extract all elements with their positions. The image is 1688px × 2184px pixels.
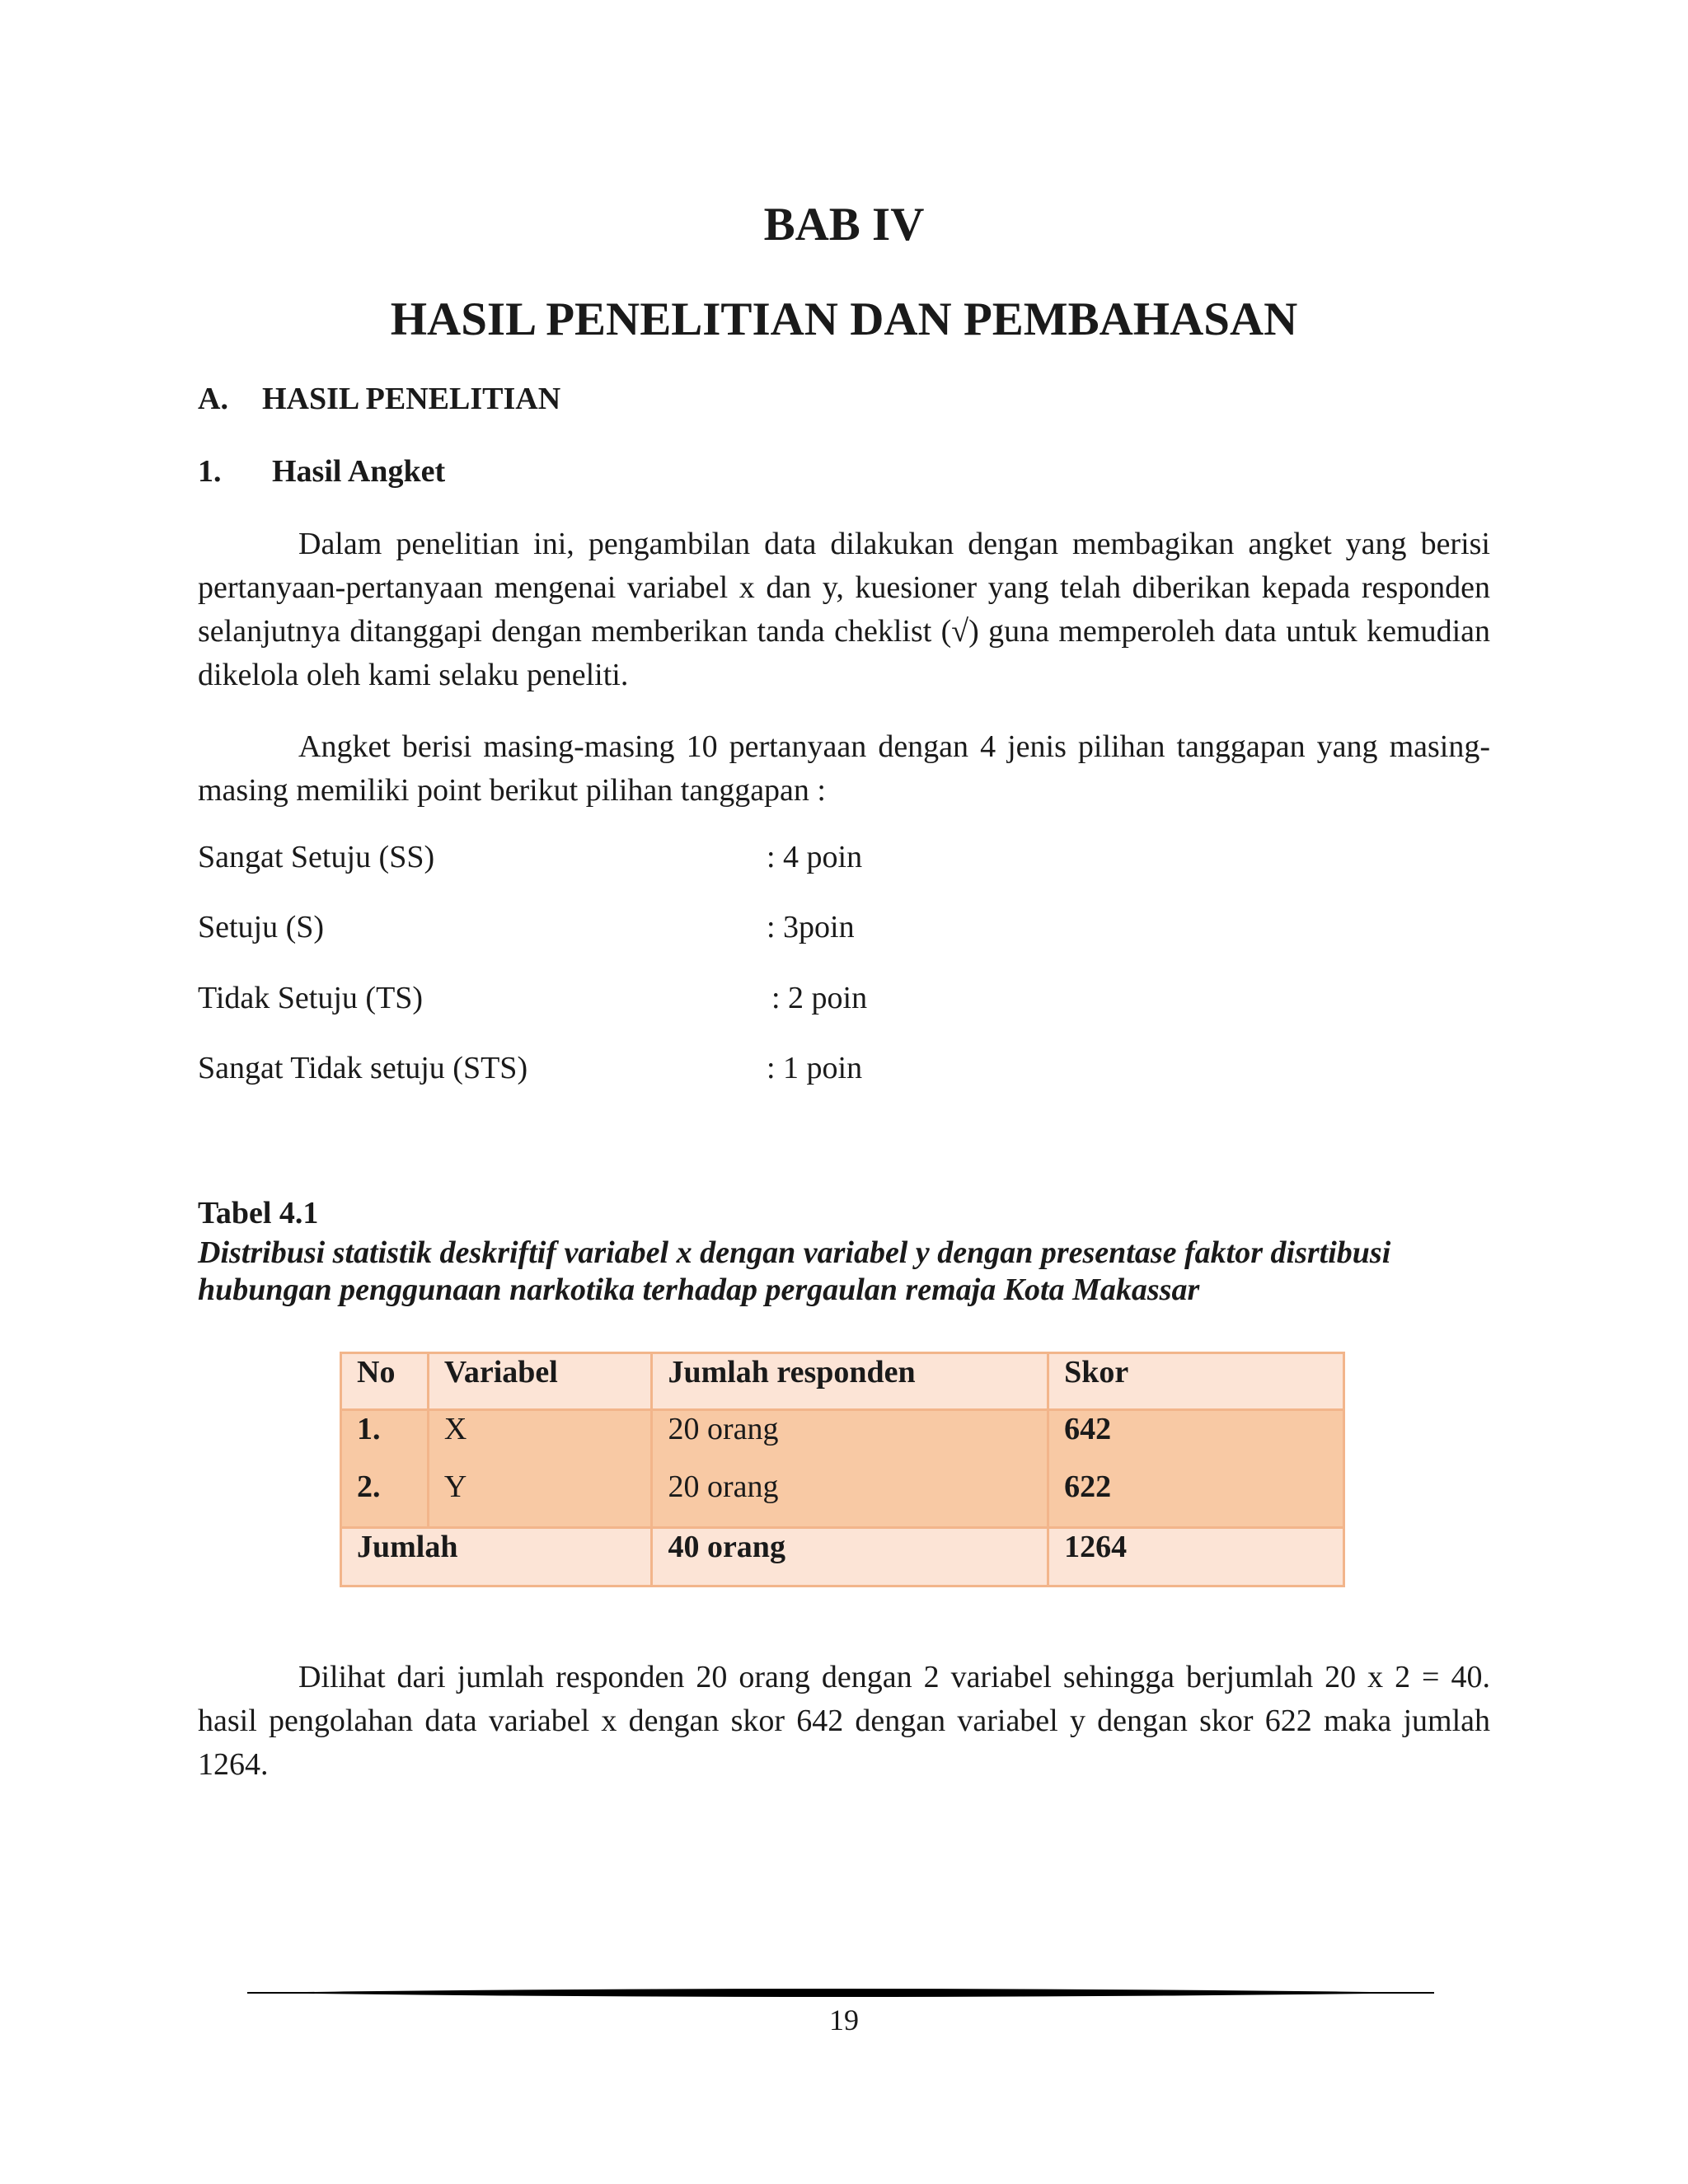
option-value: : 1 poin [767, 1051, 863, 1085]
option-value: : 4 poin [767, 840, 863, 874]
header-no: No [341, 1353, 429, 1410]
subsection-heading [198, 453, 940, 494]
chapter-number: BAB IV [763, 199, 925, 251]
cell-variabel [428, 1410, 652, 1528]
option-ss [198, 839, 863, 875]
cell-jumlah [652, 1410, 1048, 1528]
page-number: 19 [829, 2004, 859, 2036]
option-label: Tidak Setuju (TS) [198, 981, 424, 1015]
table-caption: Distribusi statistik deskriftif variabel x dengan variabel y dengan presentase faktor disrtibusi hubungan penggunaan narkotika terhadap pergaulan remaja Kota Makassar [198, 1235, 1391, 1307]
paragraph-conclusion-text: Dilihat dari jumlah responden 20 orang dengan 2 variabel sehingga berjumlah 20 x 2 = 40. hasil pengolahan data variabel x dengan skor 642 dengan variabel y dengan skor 622 maka jumlah 1264. [198, 1660, 1490, 1782]
total-skor: 1264 [1048, 1528, 1344, 1586]
row-2-jumlah: 20 orang [668, 1469, 779, 1504]
subsection-marker: 1. [198, 454, 222, 489]
header-variabel: Variabel [428, 1353, 652, 1410]
row-1-variabel: X [443, 1412, 467, 1446]
option-sts [198, 1050, 863, 1086]
total-jumlah: 40 orang [652, 1528, 1048, 1586]
paragraph-angket-text: Angket berisi masing-masing 10 pertanyaan dengan 4 jenis pilihan tanggapan yang masing-masing memiliki point berikut pilihan tanggapan : [198, 729, 1490, 808]
section-heading [198, 381, 940, 422]
option-label: Sangat Setuju (SS) [198, 840, 435, 874]
row-2-variabel: Y [443, 1469, 467, 1504]
row-2-skor: 622 [1064, 1469, 1112, 1504]
table-total-row [341, 1528, 1344, 1586]
header-skor: Skor [1048, 1353, 1344, 1410]
cell-skor [1048, 1410, 1344, 1528]
subsection-title: Hasil Angket [272, 454, 446, 489]
header-jumlah: Jumlah responden [652, 1353, 1048, 1410]
row-1-no: 1. [357, 1412, 381, 1446]
paragraph-intro-text: Dalam penelitian ini, pengambilan data dilakukan dengan membagikan angket yang berisi pertanyaan-pertanyaan mengenai variabel x dan y, kuesioner yang telah diberikan kepada responden selanjutnya ditanggapi dengan memberikan tanda cheklist (√) guna memperoleh data untuk kemudian dikelola oleh kami selaku peneliti. [198, 527, 1490, 692]
section-marker: A. [198, 382, 228, 416]
paragraph-conclusion [198, 1656, 1490, 1787]
row-1-jumlah: 20 orang [668, 1412, 779, 1446]
total-label: Jumlah [341, 1528, 652, 1586]
table-body-row [341, 1410, 1344, 1528]
table-header-row [341, 1353, 1344, 1410]
option-value: : 3poin [767, 910, 855, 944]
table-label: Tabel 4.1 [198, 1196, 319, 1230]
footer-rule [247, 1985, 1434, 2001]
option-ts [198, 980, 868, 1016]
option-value: : 2 poin [771, 981, 868, 1015]
option-s [198, 909, 855, 945]
row-1-skor: 642 [1064, 1412, 1112, 1446]
option-label: Sangat Tidak setuju (STS) [198, 1051, 528, 1085]
results-table [340, 1352, 1345, 1587]
section-title: HASIL PENELITIAN [262, 382, 561, 416]
cell-no [341, 1410, 429, 1528]
row-2-no: 2. [357, 1469, 381, 1504]
paragraph-angket [198, 725, 1490, 813]
option-label: Setuju (S) [198, 910, 325, 944]
chapter-title: HASIL PENELITIAN DAN PEMBAHASAN [390, 293, 1298, 345]
paragraph-intro [198, 523, 1490, 697]
